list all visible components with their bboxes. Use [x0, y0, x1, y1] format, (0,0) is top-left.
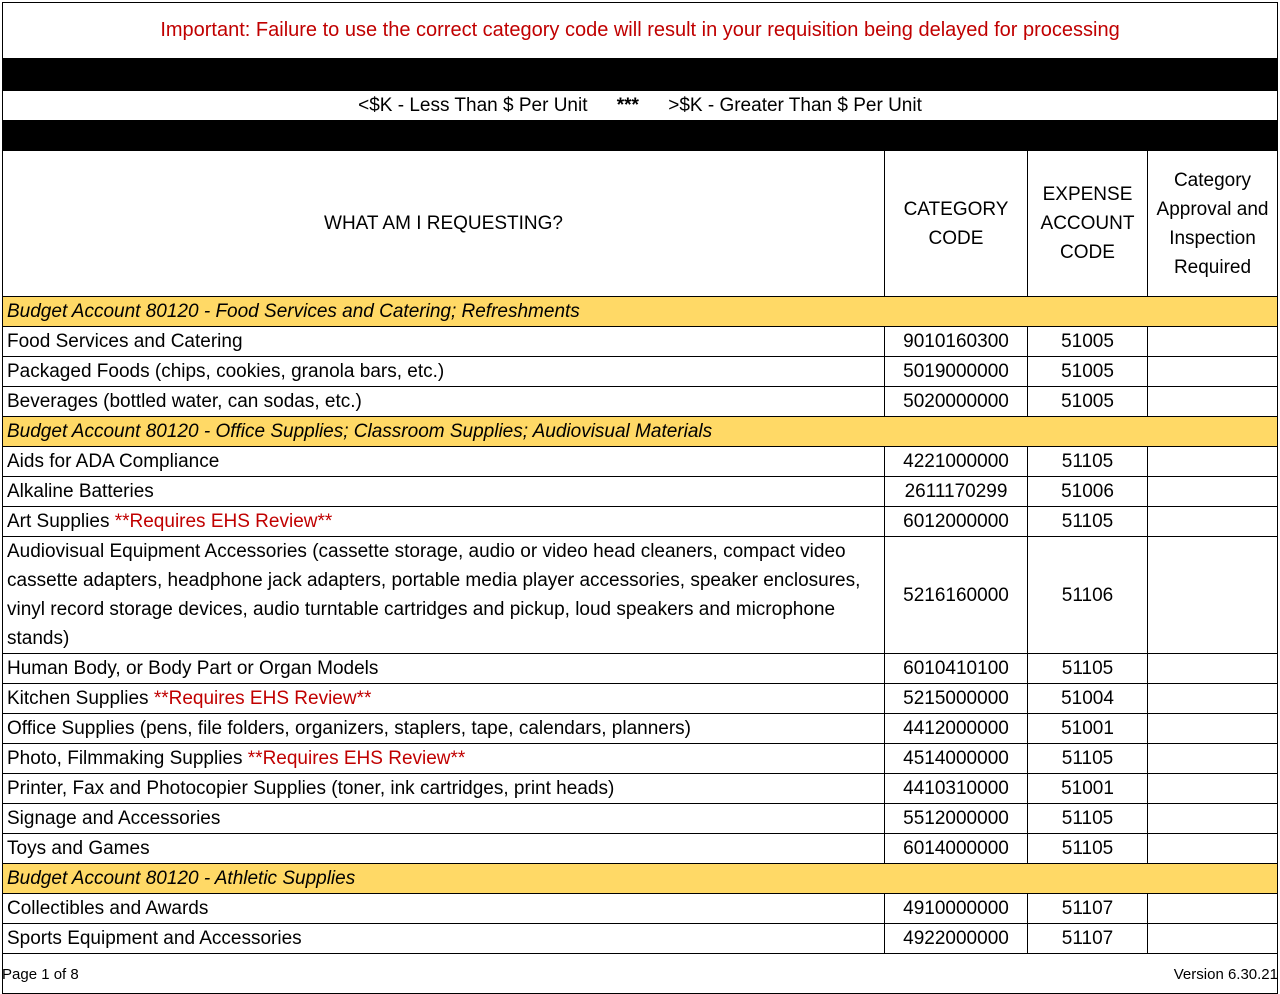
table-row: [3, 357, 1278, 387]
item-description-cell: [3, 327, 885, 357]
item-description-cell: [3, 834, 885, 864]
section-header-row: [3, 297, 1278, 327]
category-code-cell: 4922000000: [885, 924, 1028, 954]
table-row: [3, 834, 1278, 864]
ehs-review-note: **Requires EHS Review**: [114, 511, 333, 532]
approval-cell: [1148, 834, 1278, 864]
category-code-cell: 5512000000: [885, 804, 1028, 834]
section-title: Budget Account 80120 - Food Services and Catering; Refreshments: [3, 297, 1278, 327]
expense-code-cell: 51105: [1028, 507, 1148, 537]
item-description: Signage and Accessories: [7, 808, 221, 829]
approval-cell: [1148, 507, 1278, 537]
table-row: [3, 924, 1278, 954]
item-description-cell: [3, 387, 885, 417]
item-description-cell: [3, 744, 885, 774]
header-expense-account-code: EXPENSE ACCOUNT CODE: [1028, 151, 1148, 297]
table-row: [3, 804, 1278, 834]
item-description: Alkaline Batteries: [7, 481, 154, 502]
category-code-cell: 4910000000: [885, 894, 1028, 924]
expense-code-cell: 51005: [1028, 387, 1148, 417]
ehs-review-note: **Requires EHS Review**: [153, 688, 372, 709]
item-description: Packaged Foods (chips, cookies, granola bars, etc.): [7, 361, 445, 382]
category-code-cell: 6010410100: [885, 654, 1028, 684]
approval-cell: [1148, 387, 1278, 417]
expense-code-cell: 51107: [1028, 894, 1148, 924]
item-description: Photo, Filmmaking Supplies: [7, 748, 248, 769]
expense-code-cell: 51105: [1028, 744, 1148, 774]
expense-code-cell: 51005: [1028, 357, 1148, 387]
table-row: [3, 654, 1278, 684]
legend-row: [3, 91, 1278, 121]
category-code-cell: 4514000000: [885, 744, 1028, 774]
item-description-cell: [3, 714, 885, 744]
approval-cell: [1148, 804, 1278, 834]
item-description-cell: [3, 924, 885, 954]
black-divider-bottom: [3, 121, 1278, 151]
item-description-cell: [3, 447, 885, 477]
approval-cell: [1148, 327, 1278, 357]
approval-cell: [1148, 744, 1278, 774]
item-description-cell: [3, 804, 885, 834]
expense-code-cell: 51106: [1028, 537, 1148, 654]
item-description-cell: [3, 507, 885, 537]
approval-cell: [1148, 654, 1278, 684]
item-description: Sports Equipment and Accessories: [7, 928, 302, 949]
table-row: [3, 387, 1278, 417]
important-notice: Important: Failure to use the correct category code will result in your requisition being delayed for processing: [3, 3, 1278, 59]
section-header-row: [3, 864, 1278, 894]
item-description-cell: [3, 654, 885, 684]
legend-less-than: <$K - Less Than $ Per Unit: [358, 95, 588, 116]
item-description-cell: [3, 774, 885, 804]
category-code-cell: 5019000000: [885, 357, 1028, 387]
item-description: Beverages (bottled water, can sodas, etc.): [7, 391, 362, 412]
section-title: Budget Account 80120 - Office Supplies; Classroom Supplies; Audiovisual Materials: [3, 417, 1278, 447]
item-description: Office Supplies (pens, file folders, organizers, staplers, tape, calendars, planners): [7, 718, 691, 739]
category-code-cell: 4221000000: [885, 447, 1028, 477]
category-code-cell: 4412000000: [885, 714, 1028, 744]
expense-code-cell: 51004: [1028, 684, 1148, 714]
table-row: [3, 327, 1278, 357]
expense-code-cell: 51006: [1028, 477, 1148, 507]
approval-cell: [1148, 714, 1278, 744]
table-row: [3, 537, 1278, 654]
legend-separator: ***: [616, 95, 639, 116]
header-requesting: WHAT AM I REQUESTING?: [3, 151, 885, 297]
legend-greater-than: >$K - Greater Than $ Per Unit: [668, 95, 922, 116]
ehs-review-note: **Requires EHS Review**: [247, 748, 466, 769]
item-description-cell: [3, 537, 885, 654]
item-description: Aids for ADA Compliance: [7, 451, 220, 472]
header-approval: Category Approval and Inspection Required: [1148, 151, 1278, 297]
item-description: Food Services and Catering: [7, 331, 243, 352]
approval-cell: [1148, 357, 1278, 387]
page-footer: [2, 966, 1278, 983]
expense-code-cell: 51105: [1028, 834, 1148, 864]
expense-code-cell: 51001: [1028, 774, 1148, 804]
expense-code-cell: 51105: [1028, 804, 1148, 834]
item-description-cell: [3, 894, 885, 924]
table-row: [3, 744, 1278, 774]
section-header-row: [3, 417, 1278, 447]
category-code-cell: 5216160000: [885, 537, 1028, 654]
approval-cell: [1148, 477, 1278, 507]
table-row: [3, 684, 1278, 714]
table-row: [3, 477, 1278, 507]
black-divider-top: [3, 59, 1278, 91]
expense-code-cell: 51005: [1028, 327, 1148, 357]
item-description: Kitchen Supplies: [7, 688, 154, 709]
header-category-code: CATEGORY CODE: [885, 151, 1028, 297]
category-code-cell: 9010160300: [885, 327, 1028, 357]
category-code-cell: 6014000000: [885, 834, 1028, 864]
item-description-cell: [3, 477, 885, 507]
approval-cell: [1148, 537, 1278, 654]
approval-cell: [1148, 894, 1278, 924]
item-description-cell: [3, 357, 885, 387]
table-row: [3, 447, 1278, 477]
table-row: [3, 714, 1278, 744]
approval-cell: [1148, 774, 1278, 804]
category-code-cell: 5215000000: [885, 684, 1028, 714]
approval-cell: [1148, 447, 1278, 477]
expense-code-cell: 51107: [1028, 924, 1148, 954]
header-row: [3, 151, 1278, 297]
item-description: Toys and Games: [7, 838, 150, 859]
item-description: Collectibles and Awards: [7, 898, 209, 919]
category-code-table: [2, 2, 1278, 994]
section-title: Budget Account 80120 - Athletic Supplies: [3, 864, 1278, 894]
table-row: [3, 894, 1278, 924]
category-code-cell: 4410310000: [885, 774, 1028, 804]
expense-code-cell: 51105: [1028, 447, 1148, 477]
category-code-cell: 5020000000: [885, 387, 1028, 417]
item-description: Audiovisual Equipment Accessories (cassette storage, audio or video head cleaners, compact video cassette adapters, headphone jack adapters, portable media player accessories, speaker enclosures, vinyl record storage devices, audio turntable cartridges and pickup, loud speakers and microphone stands): [7, 541, 861, 649]
item-description-cell: [3, 684, 885, 714]
table-row: [3, 507, 1278, 537]
requisition-category-sheet: [2, 2, 1277, 994]
item-description: Art Supplies: [7, 511, 115, 532]
category-code-cell: 2611170299: [885, 477, 1028, 507]
item-description: Human Body, or Body Part or Organ Models: [7, 658, 379, 679]
table-row: [3, 774, 1278, 804]
page-number: Page 1 of 8: [2, 966, 79, 983]
notice-row: [3, 3, 1278, 59]
expense-code-cell: 51001: [1028, 714, 1148, 744]
item-description: Printer, Fax and Photocopier Supplies (toner, ink cartridges, print heads): [7, 778, 615, 799]
version-label: Version 6.30.21: [1173, 966, 1278, 983]
approval-cell: [1148, 684, 1278, 714]
expense-code-cell: 51105: [1028, 654, 1148, 684]
category-code-cell: 6012000000: [885, 507, 1028, 537]
approval-cell: [1148, 924, 1278, 954]
